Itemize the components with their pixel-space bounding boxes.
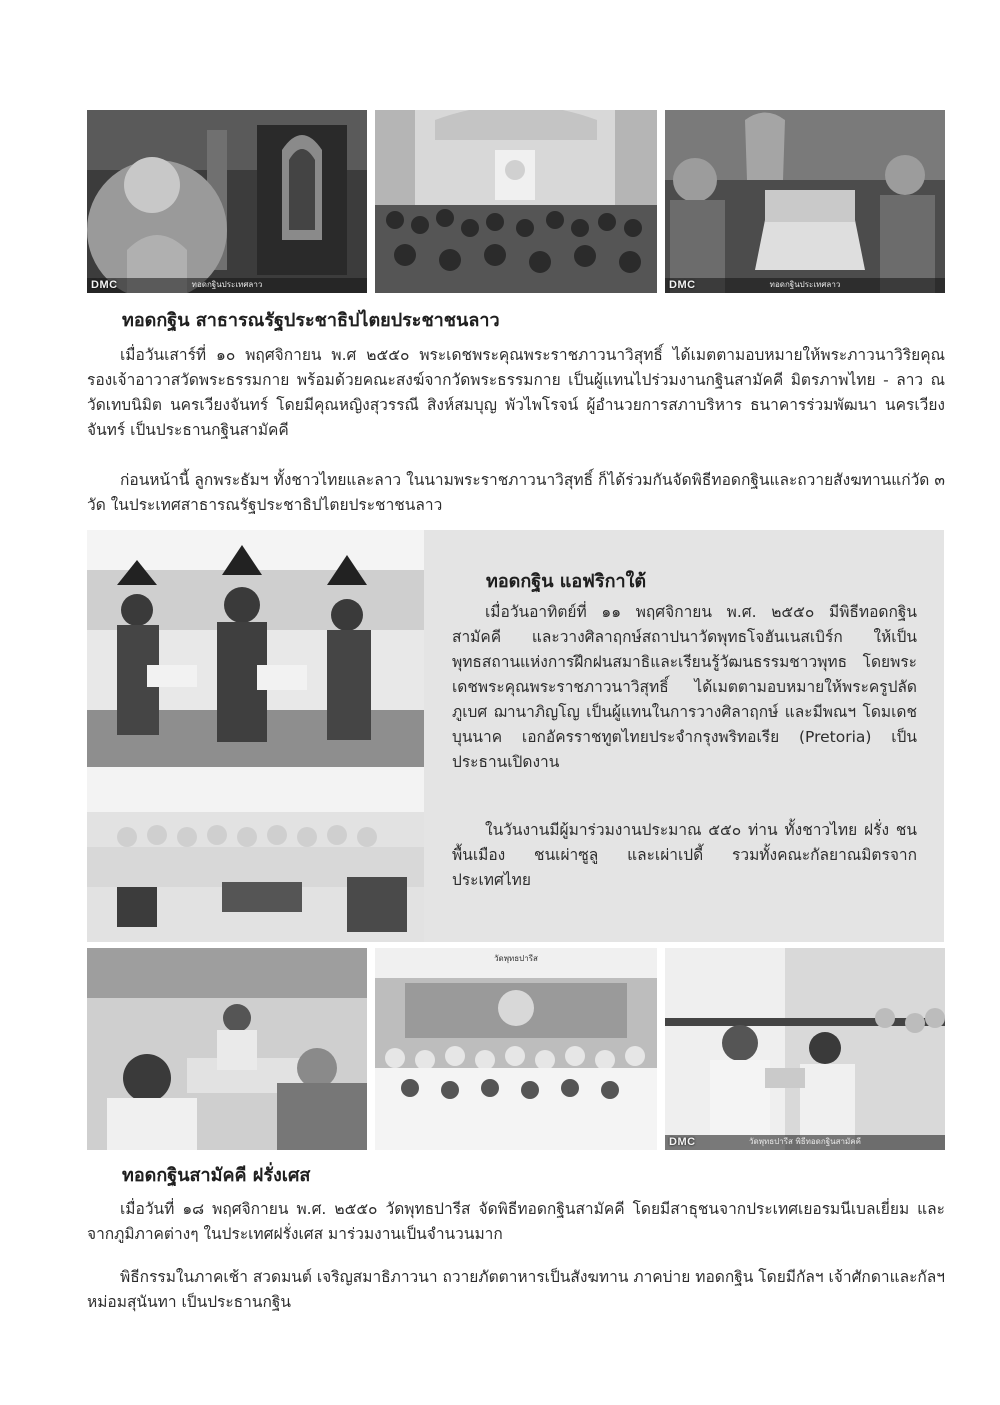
paragraph-text: ก่อนหน้านี้ ลูกพระธัมฯ ทั้งชาวไทยและลาว ในนามพระราชภาวนาวิสุทธิ์ ก็ได้ร่วมกันจัดพิธีทอดกฐินและถวายสังฆทานแก่วัด ๓ วัด ในประเทศสาธารณรัฐประชาธิปไตยประชาชนลาว (87, 471, 945, 514)
photo-monks-offering (665, 110, 945, 293)
section-heading-laos: ทอดกฐิน สาธารณรัฐประชาธิปไตยประชาชนลาว (122, 310, 500, 331)
section-heading-south-africa: ทอดกฐิน แอฟริกาใต้ (486, 571, 647, 592)
paragraph-text: เมื่อวันที่ ๑๘ พฤศจิกายน พ.ศ. ๒๕๕๐ วัดพุทธปารีส จัดพิธีทอดกฐินสามัคคี โดยมีสาธุชนจากประเทศเยอรมนีเบลเยี่ยม และจากภูมิภาคต่างๆ ในประเทศฝรั่งเศส มาร่วมงานเป็นจำนวนมาก (87, 1200, 945, 1243)
photo-logo: DMC (669, 1136, 696, 1148)
section-laos-paragraph-1 (87, 343, 945, 443)
paragraph-text: พิธีกรรมในภาคเช้า สวดมนต์ เจริญสมาธิภาวนา ถวายภัตตาหารเป็นสังฆทาน ภาคบ่าย ทอดกฐิน โดยมีกัลฯ เจ้าศักดาและกัลฯ หม่อมสุนันทา เป็นประธานกฐิน (87, 1268, 945, 1311)
photo-caption: ทอดกฐินประเทศลาว (191, 280, 263, 289)
photo-logo: DMC (91, 279, 118, 291)
photo-zulu-dancers (87, 530, 424, 767)
paragraph-text: เมื่อวันเสาร์ที่ ๑๐ พฤศจิกายน พ.ศ ๒๕๕๐ พระเดชพระคุณพระราชภาวนาวิสุทธิ์ ได้เมตตามอบหมายให้พระภาวนาวิริยคุณ รองเจ้าอาวาสวัดพระธรรมกาย พร้อมด้วยคณะสงฆ์จากวัดพระธรรมกาย เป็นผู้แทนไปร่วมงานกฐินสามัคคี มิตรภาพไทย - ลาว ณ วัดเทบนิมิต นครเวียงจันทร์ โดยมีคุณหญิงสุวรรณี สิงห์สมบุญ พัวไพโรจน์ ผู้อำนวยการสภาบริหาร ธนาคารร่วมพัฒนา นครเวียงจันทร์ เป็นประธานกฐินสามัคคี (87, 346, 945, 439)
photo-caption: วัดพุทธปารีส (494, 954, 538, 963)
photo-logo: DMC (669, 279, 696, 291)
photo-caption: วัดพุทธปารีส พิธีทอดกฐินสามัคคี (749, 1137, 861, 1146)
photo-offering-ceremony (87, 948, 367, 1150)
photo-south-africa-ceremony (87, 767, 424, 942)
photo-monk-portrait (87, 110, 367, 293)
section-south-africa-paragraph-1 (452, 600, 917, 775)
paragraph-text: ในวันงานมีผู้มาร่วมงานประมาณ ๕๕๐ ท่าน ทั้งชาวไทย ฝรั่ง ชนพื้นเมือง ชนเผ่าซูลู และเผ่าเปดี้ รวมทั้งคณะกัลยาณมิตรจากประเทศไทย (452, 821, 917, 889)
photo-kathina-group (375, 948, 657, 1150)
paragraph-text: เมื่อวันอาทิตย์ที่ ๑๑ พฤศจิกายน พ.ศ. ๒๕๕๐ มีพิธีทอดกฐินสามัคคี และวางศิลาฤกษ์สถาปนาวัดพุทธโจฮันเนสเบิร์ก ให้เป็นพุทธสถานแห่งการฝึกฝนสมาธิและเรียนรู้วัฒนธรรมชาวพุทธ โดยพระเดชพระคุณพระราชภาวนาวิสุทธิ์ ได้เมตตามอบหมายให้พระครูปลัดภูเบศ ฌานาภิญโญ เป็นผู้แทนในการวางศิลาฤกษ์ และมีพณฯ โดมเดช บุนนาค เอกอัครราชทูตไทยประจำกรุงพริทอเรีย (Pretoria) เป็นประธานเปิดงาน (452, 603, 917, 771)
section-heading-france: ทอดกฐินสามัคคี ฝรั่งเศส (122, 1165, 311, 1186)
section-south-africa-paragraph-2 (452, 818, 917, 893)
section-france-paragraph-2 (87, 1265, 945, 1315)
section-laos-paragraph-2 (87, 468, 945, 518)
photo-ribbon-ceremony (665, 948, 945, 1150)
photo-caption: ทอดกฐินประเทศลาว (769, 280, 841, 289)
photo-temple-hall-crowd (375, 110, 657, 293)
section-france-paragraph-1 (87, 1197, 945, 1247)
